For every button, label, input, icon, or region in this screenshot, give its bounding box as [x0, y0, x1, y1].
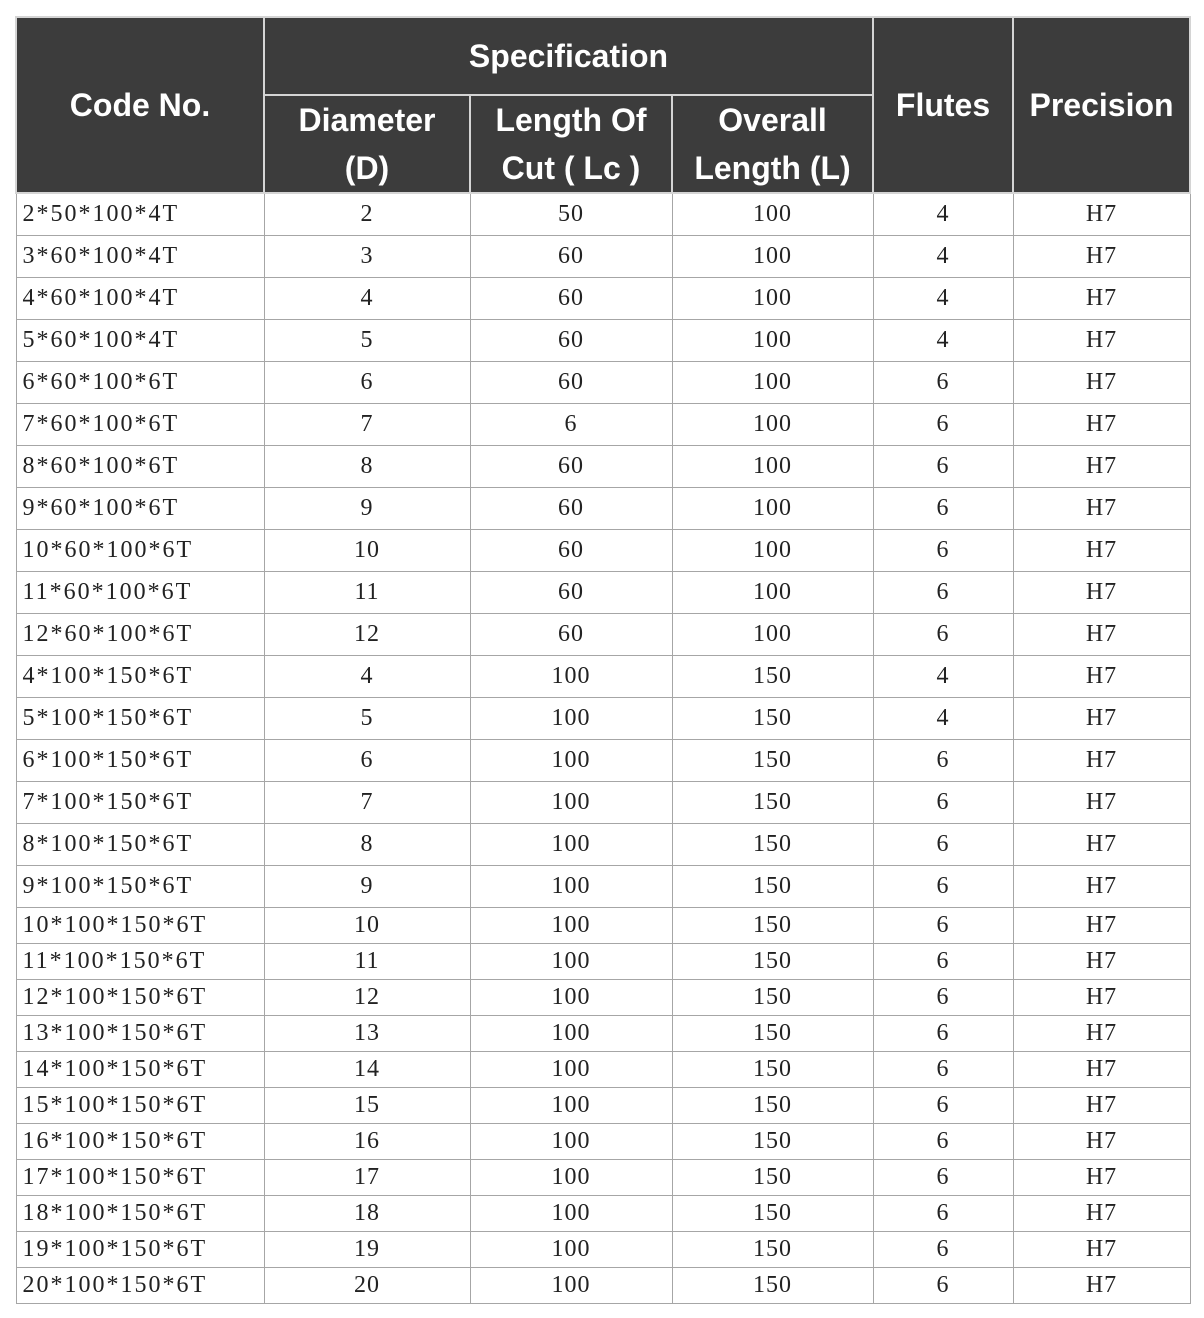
diameter-cell: 12: [264, 980, 470, 1016]
table-row: [16, 1016, 1190, 1052]
flutes-cell: 6: [873, 980, 1013, 1016]
table-row: [16, 980, 1190, 1016]
code-cell: 10*100*150*6T: [16, 908, 264, 944]
code-cell: 9*100*150*6T: [16, 866, 264, 908]
precision-cell: H7: [1013, 193, 1190, 236]
precision-cell: H7: [1013, 740, 1190, 782]
overall-length-cell: 150: [672, 1052, 873, 1088]
length-of-cut-cell: 100: [470, 1268, 672, 1304]
overall-length-cell: 150: [672, 740, 873, 782]
length-of-cut-cell: 100: [470, 1052, 672, 1088]
precision-cell: H7: [1013, 1124, 1190, 1160]
code-cell: 6*100*150*6T: [16, 740, 264, 782]
table-row: [16, 572, 1190, 614]
flutes-cell: 6: [873, 740, 1013, 782]
precision-cell: H7: [1013, 656, 1190, 698]
diameter-cell: 10: [264, 908, 470, 944]
precision-cell: H7: [1013, 866, 1190, 908]
diameter-cell: 5: [264, 320, 470, 362]
overall-length-cell: 150: [672, 656, 873, 698]
overall-length-cell: 100: [672, 530, 873, 572]
overall-length-cell: 100: [672, 278, 873, 320]
precision-cell: H7: [1013, 404, 1190, 446]
flutes-cell: 6: [873, 572, 1013, 614]
precision-cell: H7: [1013, 1268, 1190, 1304]
length-of-cut-cell: 100: [470, 980, 672, 1016]
length-of-cut-cell: 60: [470, 278, 672, 320]
length-of-cut-cell: 100: [470, 656, 672, 698]
diameter-cell: 9: [264, 488, 470, 530]
length-of-cut-cell: 100: [470, 1016, 672, 1052]
diameter-cell: 17: [264, 1160, 470, 1196]
precision-cell: H7: [1013, 236, 1190, 278]
diameter-cell: 18: [264, 1196, 470, 1232]
code-cell: 18*100*150*6T: [16, 1196, 264, 1232]
length-of-cut-cell: 60: [470, 488, 672, 530]
overall-length-cell: 150: [672, 1160, 873, 1196]
header-diameter-line1: Diameter: [298, 102, 436, 138]
flutes-cell: 6: [873, 1088, 1013, 1124]
diameter-cell: 9: [264, 866, 470, 908]
precision-cell: H7: [1013, 1196, 1190, 1232]
diameter-cell: 16: [264, 1124, 470, 1160]
diameter-cell: 15: [264, 1088, 470, 1124]
precision-cell: H7: [1013, 1052, 1190, 1088]
specification-table: [15, 16, 1191, 1304]
header-overall-length: [672, 95, 873, 193]
code-cell: 2*50*100*4T: [16, 193, 264, 236]
overall-length-cell: 150: [672, 866, 873, 908]
diameter-cell: 8: [264, 824, 470, 866]
table-row: [16, 1124, 1190, 1160]
overall-length-cell: 100: [672, 404, 873, 446]
table-row: [16, 362, 1190, 404]
header-overall-length-line2: Length (L): [694, 150, 851, 186]
code-cell: 4*60*100*4T: [16, 278, 264, 320]
diameter-cell: 11: [264, 944, 470, 980]
overall-length-cell: 150: [672, 1124, 873, 1160]
precision-cell: H7: [1013, 944, 1190, 980]
overall-length-cell: 150: [672, 1232, 873, 1268]
overall-length-cell: 100: [672, 193, 873, 236]
flutes-cell: 6: [873, 1016, 1013, 1052]
length-of-cut-cell: 100: [470, 944, 672, 980]
diameter-cell: 7: [264, 404, 470, 446]
precision-cell: H7: [1013, 362, 1190, 404]
overall-length-cell: 150: [672, 698, 873, 740]
length-of-cut-cell: 60: [470, 572, 672, 614]
table-header: [16, 17, 1190, 193]
code-cell: 4*100*150*6T: [16, 656, 264, 698]
code-cell: 17*100*150*6T: [16, 1160, 264, 1196]
flutes-cell: 6: [873, 824, 1013, 866]
diameter-cell: 4: [264, 656, 470, 698]
diameter-cell: 8: [264, 446, 470, 488]
flutes-cell: 6: [873, 1196, 1013, 1232]
header-length-of-cut-line2: Cut ( Lc ): [501, 150, 641, 186]
length-of-cut-cell: 100: [470, 1088, 672, 1124]
header-specification: Specification: [264, 17, 873, 95]
table-row: [16, 782, 1190, 824]
flutes-cell: 6: [873, 488, 1013, 530]
flutes-cell: 4: [873, 193, 1013, 236]
flutes-cell: 6: [873, 782, 1013, 824]
overall-length-cell: 150: [672, 944, 873, 980]
diameter-cell: 5: [264, 698, 470, 740]
flutes-cell: 6: [873, 1124, 1013, 1160]
length-of-cut-cell: 60: [470, 362, 672, 404]
length-of-cut-cell: 100: [470, 698, 672, 740]
header-code-no: Code No.: [16, 17, 264, 193]
code-cell: 6*60*100*6T: [16, 362, 264, 404]
flutes-cell: 4: [873, 698, 1013, 740]
precision-cell: H7: [1013, 1160, 1190, 1196]
table-row: [16, 1196, 1190, 1232]
code-cell: 12*60*100*6T: [16, 614, 264, 656]
diameter-cell: 2: [264, 193, 470, 236]
table-row: [16, 446, 1190, 488]
diameter-cell: 20: [264, 1268, 470, 1304]
overall-length-cell: 100: [672, 572, 873, 614]
flutes-cell: 6: [873, 446, 1013, 488]
precision-cell: H7: [1013, 1088, 1190, 1124]
table-row: [16, 656, 1190, 698]
flutes-cell: 6: [873, 866, 1013, 908]
precision-cell: H7: [1013, 614, 1190, 656]
diameter-cell: 6: [264, 362, 470, 404]
flutes-cell: 4: [873, 656, 1013, 698]
overall-length-cell: 100: [672, 236, 873, 278]
diameter-cell: 10: [264, 530, 470, 572]
length-of-cut-cell: 6: [470, 404, 672, 446]
overall-length-cell: 100: [672, 362, 873, 404]
diameter-cell: 7: [264, 782, 470, 824]
table-row: [16, 193, 1190, 236]
overall-length-cell: 150: [672, 824, 873, 866]
code-cell: 19*100*150*6T: [16, 1232, 264, 1268]
length-of-cut-cell: 60: [470, 614, 672, 656]
diameter-cell: 13: [264, 1016, 470, 1052]
code-cell: 10*60*100*6T: [16, 530, 264, 572]
length-of-cut-cell: 100: [470, 1232, 672, 1268]
table-row: [16, 404, 1190, 446]
flutes-cell: 6: [873, 404, 1013, 446]
length-of-cut-cell: 60: [470, 446, 672, 488]
diameter-cell: 3: [264, 236, 470, 278]
precision-cell: H7: [1013, 980, 1190, 1016]
length-of-cut-cell: 100: [470, 1196, 672, 1232]
overall-length-cell: 150: [672, 1016, 873, 1052]
flutes-cell: 4: [873, 236, 1013, 278]
table-row: [16, 614, 1190, 656]
precision-cell: H7: [1013, 446, 1190, 488]
code-cell: 8*60*100*6T: [16, 446, 264, 488]
code-cell: 15*100*150*6T: [16, 1088, 264, 1124]
flutes-cell: 6: [873, 908, 1013, 944]
overall-length-cell: 150: [672, 782, 873, 824]
precision-cell: H7: [1013, 278, 1190, 320]
header-overall-length-line1: Overall: [718, 102, 827, 138]
table-row: [16, 1088, 1190, 1124]
header-precision: Precision: [1013, 17, 1190, 193]
flutes-cell: 6: [873, 1052, 1013, 1088]
length-of-cut-cell: 100: [470, 908, 672, 944]
length-of-cut-cell: 100: [470, 866, 672, 908]
precision-cell: H7: [1013, 782, 1190, 824]
precision-cell: H7: [1013, 698, 1190, 740]
length-of-cut-cell: 100: [470, 1124, 672, 1160]
length-of-cut-cell: 100: [470, 782, 672, 824]
length-of-cut-cell: 60: [470, 530, 672, 572]
overall-length-cell: 150: [672, 1088, 873, 1124]
code-cell: 8*100*150*6T: [16, 824, 264, 866]
overall-length-cell: 150: [672, 1268, 873, 1304]
code-cell: 9*60*100*6T: [16, 488, 264, 530]
code-cell: 11*60*100*6T: [16, 572, 264, 614]
overall-length-cell: 100: [672, 488, 873, 530]
header-flutes: Flutes: [873, 17, 1013, 193]
table-row: [16, 1160, 1190, 1196]
table-row: [16, 1268, 1190, 1304]
flutes-cell: 6: [873, 1160, 1013, 1196]
table-body: [16, 193, 1190, 1304]
code-cell: 5*60*100*4T: [16, 320, 264, 362]
code-cell: 14*100*150*6T: [16, 1052, 264, 1088]
code-cell: 3*60*100*4T: [16, 236, 264, 278]
table-row: [16, 320, 1190, 362]
table-row: [16, 944, 1190, 980]
table-row: [16, 1052, 1190, 1088]
precision-cell: H7: [1013, 530, 1190, 572]
code-cell: 13*100*150*6T: [16, 1016, 264, 1052]
precision-cell: H7: [1013, 320, 1190, 362]
code-cell: 7*60*100*6T: [16, 404, 264, 446]
table-row: [16, 1232, 1190, 1268]
code-cell: 7*100*150*6T: [16, 782, 264, 824]
overall-length-cell: 150: [672, 980, 873, 1016]
code-cell: 5*100*150*6T: [16, 698, 264, 740]
flutes-cell: 6: [873, 614, 1013, 656]
flutes-cell: 4: [873, 320, 1013, 362]
length-of-cut-cell: 50: [470, 193, 672, 236]
precision-cell: H7: [1013, 1232, 1190, 1268]
table-row: [16, 530, 1190, 572]
table-row: [16, 278, 1190, 320]
length-of-cut-cell: 100: [470, 1160, 672, 1196]
length-of-cut-cell: 60: [470, 320, 672, 362]
overall-length-cell: 150: [672, 1196, 873, 1232]
diameter-cell: 11: [264, 572, 470, 614]
table-row: [16, 698, 1190, 740]
overall-length-cell: 100: [672, 614, 873, 656]
table-row: [16, 236, 1190, 278]
flutes-cell: 6: [873, 362, 1013, 404]
header-diameter: [264, 95, 470, 193]
flutes-cell: 6: [873, 1268, 1013, 1304]
overall-length-cell: 100: [672, 446, 873, 488]
length-of-cut-cell: 100: [470, 824, 672, 866]
table-row: [16, 824, 1190, 866]
length-of-cut-cell: 60: [470, 236, 672, 278]
table-row: [16, 488, 1190, 530]
code-cell: 12*100*150*6T: [16, 980, 264, 1016]
precision-cell: H7: [1013, 572, 1190, 614]
flutes-cell: 6: [873, 1232, 1013, 1268]
flutes-cell: 6: [873, 530, 1013, 572]
code-cell: 11*100*150*6T: [16, 944, 264, 980]
diameter-cell: 12: [264, 614, 470, 656]
precision-cell: H7: [1013, 488, 1190, 530]
header-length-of-cut-line1: Length Of: [495, 102, 647, 138]
precision-cell: H7: [1013, 1016, 1190, 1052]
overall-length-cell: 100: [672, 320, 873, 362]
diameter-cell: 14: [264, 1052, 470, 1088]
diameter-cell: 4: [264, 278, 470, 320]
precision-cell: H7: [1013, 908, 1190, 944]
diameter-cell: 19: [264, 1232, 470, 1268]
header-length-of-cut: [470, 95, 672, 193]
length-of-cut-cell: 100: [470, 740, 672, 782]
code-cell: 16*100*150*6T: [16, 1124, 264, 1160]
precision-cell: H7: [1013, 824, 1190, 866]
table-row: [16, 740, 1190, 782]
flutes-cell: 4: [873, 278, 1013, 320]
diameter-cell: 6: [264, 740, 470, 782]
table-row: [16, 908, 1190, 944]
table-row: [16, 866, 1190, 908]
overall-length-cell: 150: [672, 908, 873, 944]
code-cell: 20*100*150*6T: [16, 1268, 264, 1304]
flutes-cell: 6: [873, 944, 1013, 980]
header-diameter-line2: (D): [344, 150, 390, 186]
